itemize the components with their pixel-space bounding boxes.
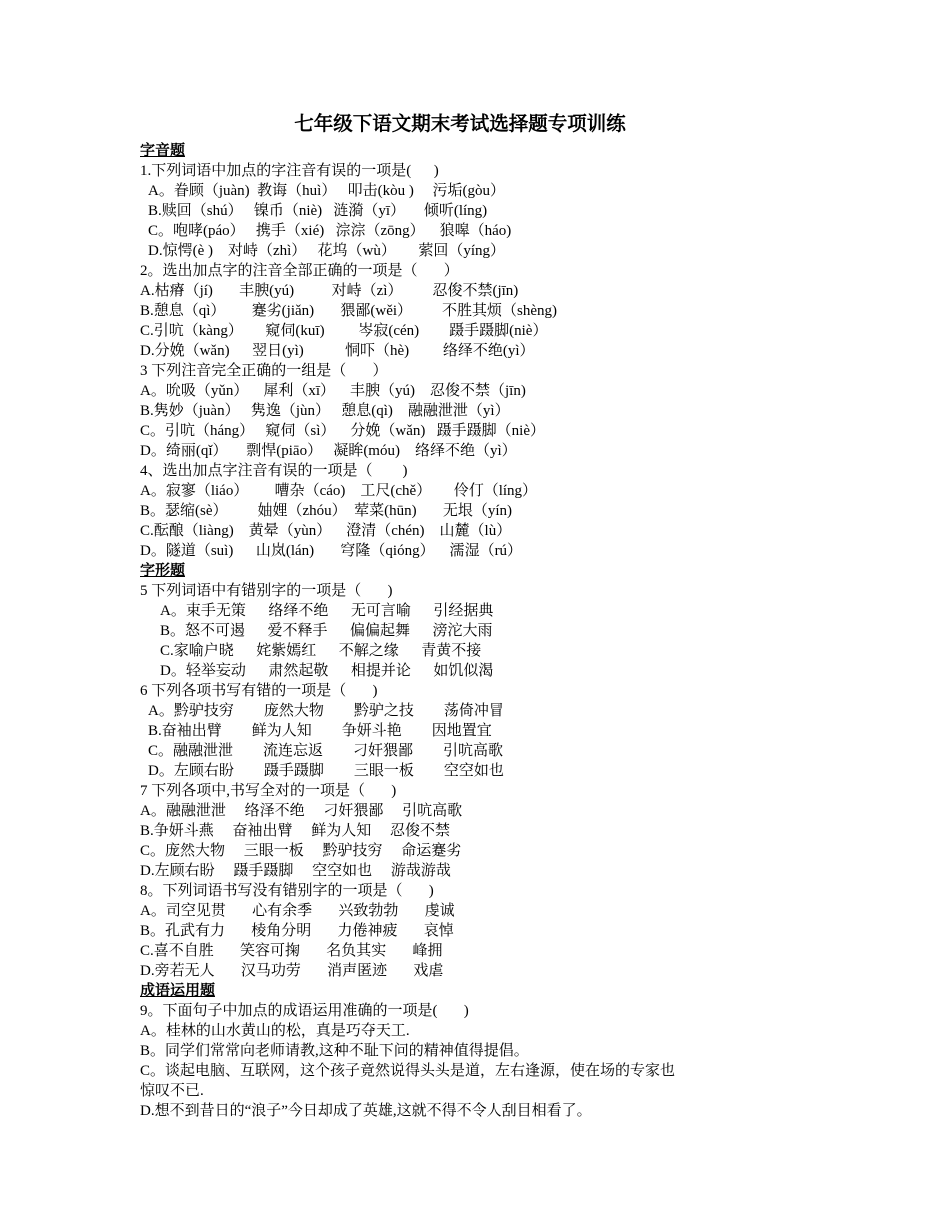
text-line: A.枯瘠（jí) 丰腴(yú) 对峙（zì） 忍俊不禁(jīn) (140, 283, 519, 299)
text-line: D.左顾右盼 蹑手蹑脚 空空如也 游哉游哉 (140, 863, 451, 879)
text-line: A。黔驴技穷 庞然大物 黔驴之技 荡倚冲冒 (148, 703, 504, 719)
document-body (140, 141, 700, 1121)
text-line: D。隧道（suì) 山岚(lán) 穹隆（qióng） 濡湿（rú） (140, 543, 523, 559)
text-line: D.分娩（wǎn) 翌日(yì) 恫吓（hè) 络绎不绝(yì） (140, 343, 535, 359)
text-line: B。瑟缩(sè） 妯娌（zhóu） 荤菜(hūn) 无垠（yín) (140, 503, 513, 519)
text-line: 1.下列词语中加点的字注音有误的一项是( ) (140, 163, 439, 179)
text-line: C。咆哮(páo） 携手（xié) 淙淙（zōng） 狼嗥（háo) (148, 223, 512, 239)
text-line: B.奋袖出臂 鲜为人知 争妍斗艳 因地置宜 (148, 723, 492, 739)
text-line: B.憩息（qì） 蹇劣(jiǎn) 猥鄙(wěi） 不胜其烦（shèng) (140, 303, 558, 319)
text-line: D.惊愕(è ) 对峙（zhì） 花坞（wù） 萦回（yíng） (148, 243, 506, 259)
text-line: B.赎回（shú） 镍币（niè) 涟漪（yī） 倾听(líng) (148, 203, 488, 219)
text-line: A。桂林的山水黄山的松，真是巧夺天工. (140, 1023, 410, 1039)
text-line: C。引吭（háng） 窥伺（sì） 分娩（wǎn) 蹑手蹑脚（niè） (140, 423, 545, 439)
section-heading: 字形题 (140, 563, 186, 579)
text-line: 8。下列词语书写没有错别字的一项是（ ) (140, 883, 434, 899)
document-page (140, 112, 700, 1121)
text-line: A。司空见贯 心有余季 兴致勃勃 虔诚 (140, 903, 455, 919)
text-line: B。同学们常常向老师请教,这种不耻下问的精神值得提倡。 (140, 1043, 529, 1059)
text-line: D.旁若无人 汉马功劳 消声匿迹 戏虐 (140, 963, 444, 979)
text-line: C.引吭（kàng） 窥伺(kuī) 岑寂(cén) 蹑手蹑脚(niè） (140, 323, 548, 339)
text-line: 7 下列各项中,书写全对的一项是（ ) (140, 783, 397, 799)
text-line: D。轻举妄动 肃然起敬 相提并论 如饥似渴 (160, 663, 494, 679)
text-line: C。谈起电脑、互联网，这个孩子竟然说得头头是道，左右逢源，使在场的专家也惊叹不已. (140, 1063, 676, 1099)
text-line: 9。下面句子中加点的成语运用准确的一项是( ) (140, 1003, 469, 1019)
text-line: B.争妍斗燕 奋袖出臂 鲜为人知 忍俊不禁 (140, 823, 451, 839)
section-heading: 成语运用题 (140, 983, 216, 999)
text-line: D.想不到昔日的“浪子”今日却成了英雄,这就不得不令人刮目相看了。 (140, 1103, 592, 1119)
text-line: 2。选出加点字的注音全部正确的一项是（ ） (140, 263, 459, 279)
text-line: A。融融泄泄 络泽不绝 刁奸猥鄙 引吭高歌 (140, 803, 463, 819)
text-line: 3 下列注音完全正确的一组是（ ） (140, 363, 388, 379)
text-line: C.家喻户晓 姹紫嫣红 不解之缘 青黄不接 (160, 643, 482, 659)
text-line: 4、选出加点字注音有误的一项是（ ) (140, 463, 408, 479)
text-line: C.喜不自胜 笑容可掬 名负其实 峰拥 (140, 943, 443, 959)
text-line: D。绮丽(qǐ） 剽悍(piāo） 凝眸(móu) 络绎不绝（yì） (140, 443, 517, 459)
text-line: B。孔武有力 棱角分明 力倦神疲 哀悼 (140, 923, 454, 939)
section-heading: 字音题 (140, 143, 186, 159)
text-line: A。吮吸（yǔn） 犀利（xī） 丰腴（yú) 忍俊不禁（jīn) (140, 383, 526, 399)
text-line: A。束手无策 络绎不绝 无可言喻 引经据典 (160, 603, 494, 619)
text-line: A。眷顾（juàn) 教诲（huì） 叩击(kòu ) 污垢(gòu） (148, 183, 506, 199)
text-line: B.隽妙（juàn） 隽逸（jùn） 憩息(qì) 融融泄泄（yì） (140, 403, 510, 419)
text-line: C。庞然大物 三眼一板 黔驴技穷 命运蹇劣 (140, 843, 462, 859)
text-line: B。怒不可遏 爱不释手 偏偏起舞 滂沱大雨 (160, 623, 493, 639)
document-title: 七年级下语文期末考试选择题专项训练 (294, 114, 626, 135)
text-line: C。融融泄泄 流连忘返 刁奸猥鄙 引吭高歌 (148, 743, 504, 759)
text-line: D。左顾右盼 蹑手蹑脚 三眼一板 空空如也 (148, 763, 504, 779)
text-line: 5 下列词语中有错别字的一项是（ ) (140, 583, 393, 599)
text-line: C.酝酿（liàng) 黄晕（yùn） 澄清（chén) 山麓（lù） (140, 523, 512, 539)
text-line: A。寂寥（liáo） 嘈杂（cáo) 工尺(chě） 伶仃（líng） (140, 483, 538, 499)
text-line: 6 下列各项书写有错的一项是（ ) (140, 683, 378, 699)
